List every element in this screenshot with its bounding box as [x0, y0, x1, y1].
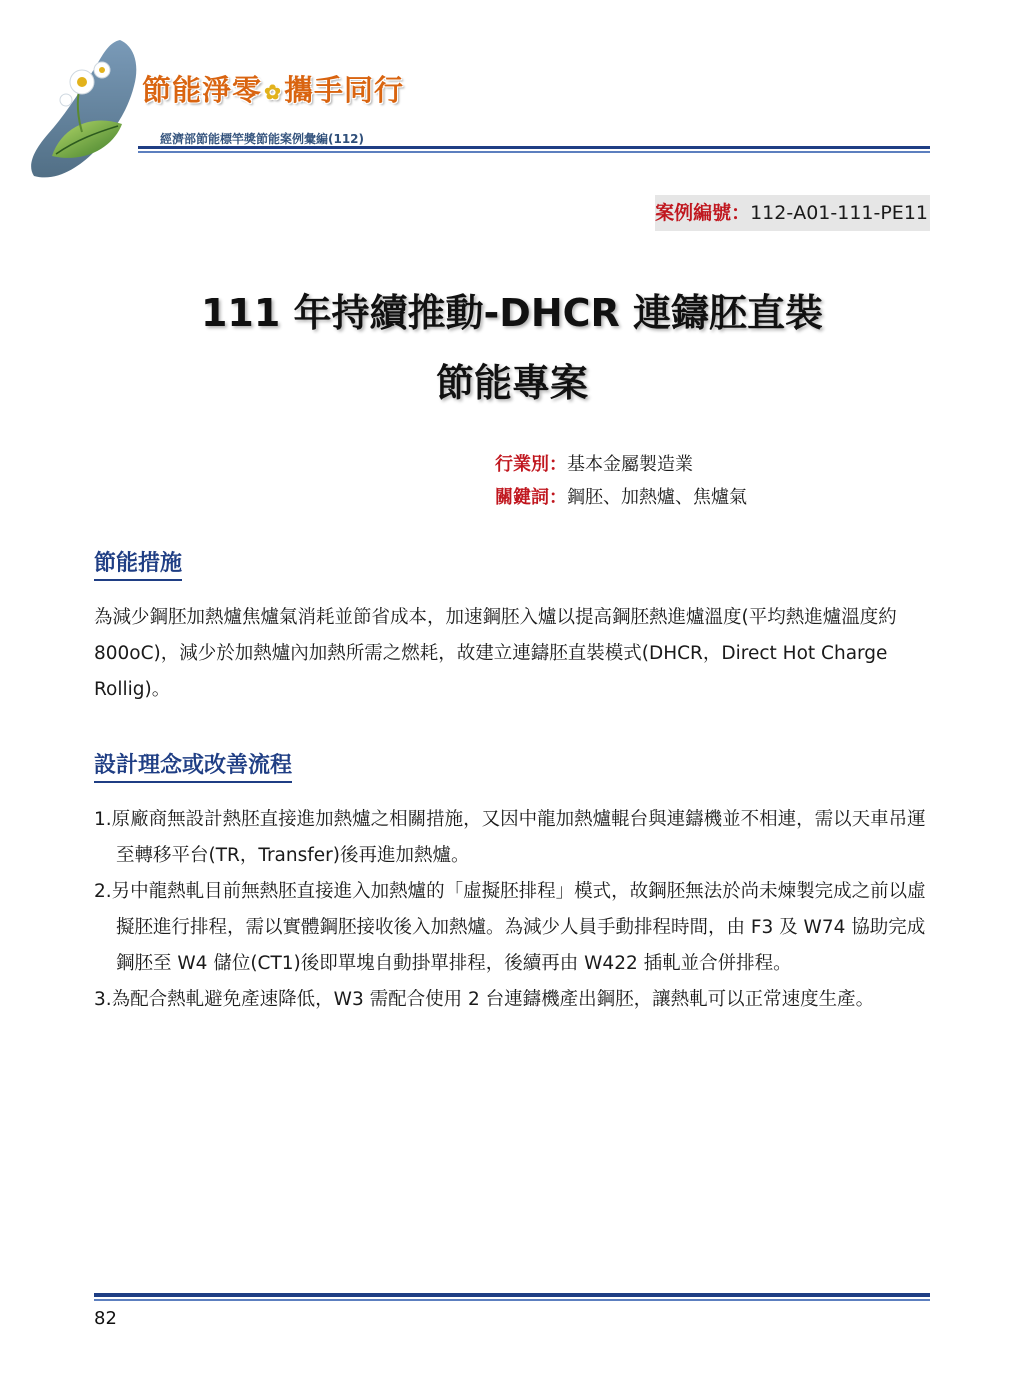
keywords-value: 鋼胚、加熱爐、焦爐氣	[567, 487, 747, 508]
section-body-measures: 為減少鋼胚加熱爐焦爐氣消耗並節省成本，加速鋼胚入爐以提高鋼胚熱進爐溫度(平均熱進爐溫度約 800oC)，減少於加熱爐內加熱所需之燃耗，故建立連鑄胚直裝模式(DHCR，Direct Hot Charge Rollig)。	[94, 607, 897, 700]
header-slogan	[142, 68, 404, 109]
footer-rule-thin	[94, 1299, 930, 1301]
design-list	[94, 802, 934, 1018]
page-title-line2: 節能專案	[435, 361, 588, 405]
list-item: 2.另中龍熱軋目前無熱胚直接進入加熱爐的「虛擬胚排程」模式，故鋼胚無法於尚未煉製完成之前以虛擬胚進行排程，需以實體鋼胚接收後入加熱爐。為減少人員手動排程時間，由 F3 及 W74 協助完成鋼胚至 W4 儲位(CT1)後即單塊自動掛單排程，後續再由 W422 插軋並合併排程。	[94, 881, 926, 974]
section-heading-design: 設計理念或改善流程	[94, 748, 292, 783]
keywords-row	[495, 483, 747, 509]
footer-rule	[94, 1293, 930, 1297]
list-item: 3.為配合熱軋避免產速降低，W3 需配合使用 2 台連鑄機產出鋼胚，讓熱軋可以正常速度生產。	[94, 989, 875, 1010]
list-item: 1.原廠商無設計熱胚直接進加熱爐之相關措施，又因中龍加熱爐輥台與連鑄機並不相連，需以天車吊運至轉移平台(TR，Transfer)後再進加熱爐。	[94, 809, 926, 866]
header-rule-thin	[138, 151, 930, 153]
case-number-value: 112-A01-111-PE11	[750, 202, 928, 224]
page-number: 82	[94, 1308, 117, 1329]
case-number-label: 案例編號：	[655, 202, 751, 224]
flower-separator-icon: ✿	[264, 80, 282, 104]
header-rule	[138, 146, 930, 149]
keywords-label: 關鍵詞：	[495, 487, 567, 508]
slogan-right: 攜手同行	[284, 73, 405, 107]
header-subtitle: 經濟部節能標竿獎節能案例彙編(112)	[160, 132, 365, 146]
page-title-line1: 111 年持續推動-DHCR 連鑄胚直裝	[200, 291, 824, 335]
case-number	[655, 195, 930, 231]
taiwan-leaf-logo-icon	[22, 36, 172, 186]
section-heading-measures: 節能措施	[94, 546, 182, 581]
slogan-left: 節能淨零	[142, 73, 263, 107]
industry-value: 基本金屬製造業	[567, 454, 693, 475]
industry-row	[495, 450, 693, 476]
industry-label: 行業別：	[495, 454, 567, 475]
